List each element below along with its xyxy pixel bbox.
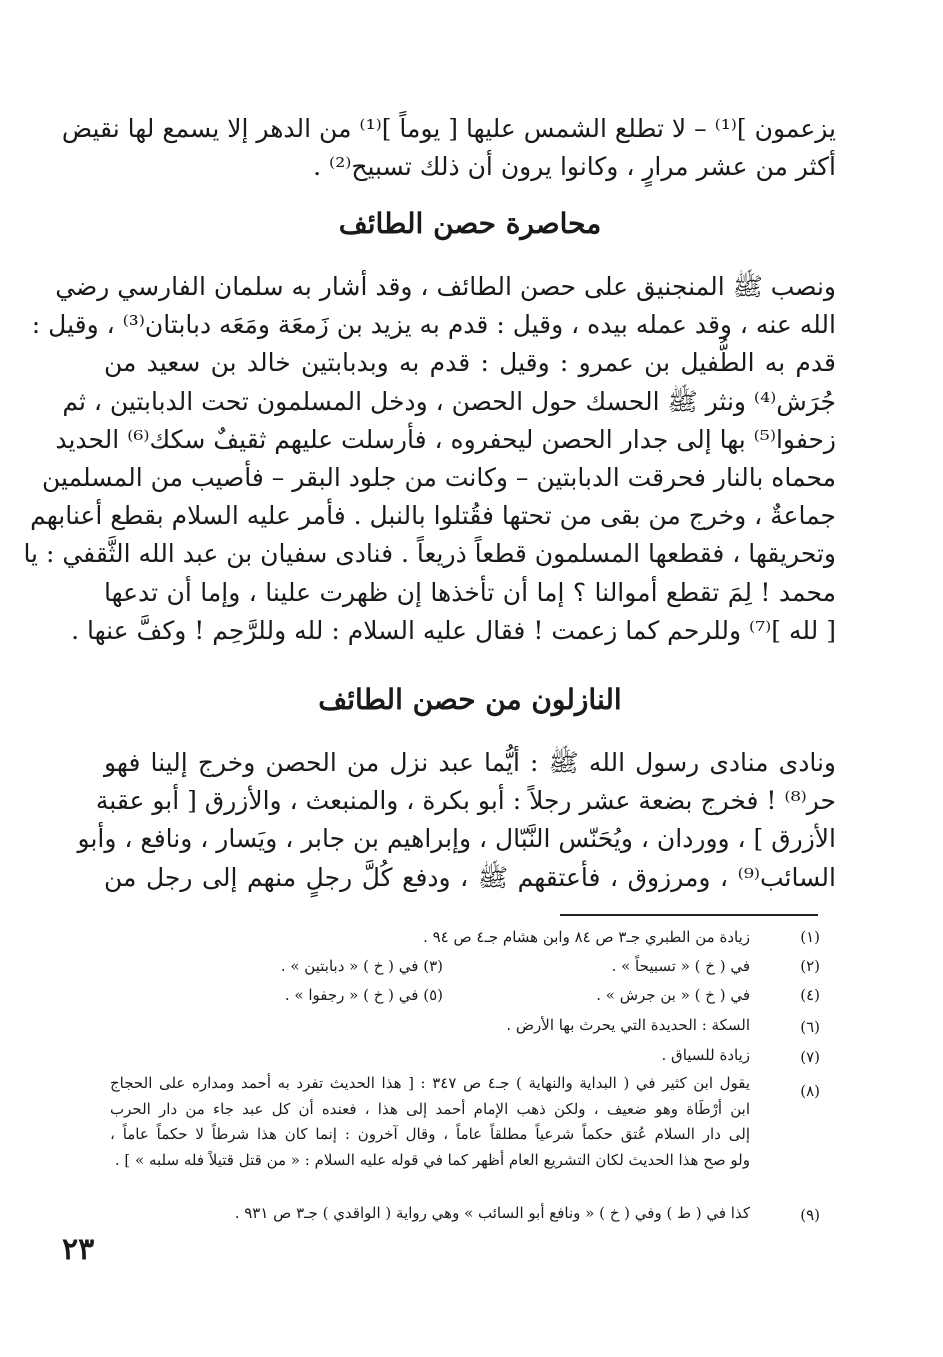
siege-line-10: [ لله ]⁽⁷⁾ وللرحم كما زعمت ! فقال عليه السلام : لله وللرَّحِم ! وكفَّ عنها . [71, 615, 836, 645]
footnote-1-text: زيادة من الطبري جـ٣ ص ٨٤ وابن هشام جـ٤ ص ٩٤ . [423, 928, 750, 946]
footnote-5-text: (٥) في ( خ ) « رجفوا » . [284, 986, 443, 1004]
section-heading-descenders: النازلون من حصن الطائف [318, 683, 622, 716]
footnote-4-text: في ( خ ) « بن جرش » . [596, 986, 750, 1004]
siege-line-9: محمد ! لِمَ تقطع أموالنا ؟ إما أن تأخذها إن ظهرت علينا ، وإما أن تدعها [104, 577, 836, 607]
siege-line-8: وتحريقها ، فقطعها المسلمون قطعاً ذريعاً . فنادى سفيان بن عبد الله الثَّقفي : يا [23, 539, 836, 569]
siege-line-4: جُرَش⁽⁴⁾ ونثر ﷺ الحسك حول الحصن ، ودخل المسلمون تحت الدبابتين ، ثم [62, 386, 836, 416]
siege-line-5: زحفوا⁽⁵⁾ بها إلى جدار الحصن ليحفروه ، فأرسلت عليهم ثقيفٌ سكك⁽⁶⁾ الحديد [55, 424, 836, 454]
footnote-8-line-3: إلى دار السلام عُتق حكماً شرعياً مطلقاً عاماً ، وقال آخرون : إنما كان هذا شرطاً لا حكماً عاماً ، [110, 1125, 750, 1143]
footnote-1-number: (١) [800, 928, 820, 946]
footnote-9-number: (٩) [800, 1206, 820, 1224]
siege-line-2: الله عنه ، وقد عمله بيده ، وقيل : قدم به يزيد بن زَمعَة ومَعَه دبابتان⁽³⁾ ، وقيل : [31, 310, 836, 340]
footnote-2-text: في ( خ ) « تسبيحاً » . [611, 957, 750, 975]
descenders-line-1: ونادى منادى رسول الله ﷺ : أيُّما عبد نزل من الحصن وخرج إلينا فهو [104, 748, 836, 777]
section-heading-siege: محاصرة حصن الطائف [338, 207, 602, 240]
page-number: ٢٣ [62, 1232, 95, 1267]
descenders-paragraph [77, 744, 836, 897]
intro-line-2: أكثر من عشر مرارٍ ، وكانوا يرون أن ذلك تسبيح⁽²⁾ . [313, 152, 836, 182]
footnote-9-text: كذا في ( ط ) وفي ( خ ) « ونافع أبو السائب » وهي رواية ( الواقدي ) جـ٣ ص ٩٣١ . [234, 1204, 750, 1222]
siege-line-6: محماه بالنار فحرقت الدبابتين – وكانت من جلود البقر – فأصيب من المسلمين [42, 462, 836, 492]
footnote-6-number: (٦) [800, 1018, 820, 1036]
descenders-line-2: حر⁽⁸⁾ ! فخرج بضعة عشر رجلاً : أبو بكرة ، والمنبعث ، والأزرق [ أبو عقبة [95, 786, 836, 816]
footnote-7-number: (٧) [800, 1048, 820, 1066]
footnote-6-text: السكة : الحديدة التي يحرث بها الأرض . [506, 1016, 750, 1034]
footnote-3-text: (٣) في ( خ ) « دبابتين » . [280, 957, 443, 975]
intro-paragraph [61, 110, 836, 186]
siege-line-7: جماعةٌ ، وخرج من بقى من تحتها فقُتلوا بالنبل . فأمر عليه السلام بقطع أعنابهم [30, 501, 836, 531]
siege-line-1: ونصب ﷺ المنجنيق على حصن الطائف ، وقد أشار به سلمان الفارسي رضي [55, 272, 836, 301]
footnote-2-number: (٢) [800, 957, 820, 975]
footnote-8-number: (٨) [800, 1082, 820, 1100]
intro-line-1: يزعمون ]⁽¹⁾ – لا تطلع الشمس عليها [ يوماً ]⁽¹⁾ من الدهر إلا يسمع لها نقيض [61, 114, 836, 143]
descenders-line-3: الأزرق ] ، ووردان ، ويُحَنّس النَّبّال ، وإبراهيم بن جابر ، ويَسار ، ونافع ، وأبو [77, 824, 836, 854]
siege-paragraph [23, 268, 836, 650]
footnote-7-text: زيادة للسياق . [661, 1046, 750, 1064]
footnote-8-line-4: ولو صح هذا الحديث لكان التشريع العام أظهر كما في قوله عليه السلام : « من قتل قتيلاً فله سلبه » ] . [114, 1150, 750, 1169]
footnote-4-number: (٤) [800, 986, 820, 1004]
footnote-8-text [110, 1071, 750, 1173]
descenders-line-4: السائب⁽⁹⁾ ، ومرزوق ، فأعتقهم ﷺ ، ودفع كُلَّ رجلٍ منهم إلى رجل من [104, 862, 836, 892]
footnote-divider [560, 914, 818, 916]
footnote-8-line-1: يقول ابن كثير في ( البداية والنهاية ) جـ٤ ص ٣٤٧ : [ هذا الحديث تفرد به أحمد ومداره على الحجاج [110, 1074, 751, 1092]
siege-line-3: قدم به الطُّفيل بن عمرو : وقيل : قدم به وبدبابتين خالد بن سعيد من [104, 348, 836, 378]
footnote-8-line-2: ابن أرْطَاة وهو ضعيف ، ولكن ذهب الإمام أحمد إلى هذا ، فعنده أن كل عبد جاء من دار الحرب [110, 1099, 750, 1118]
